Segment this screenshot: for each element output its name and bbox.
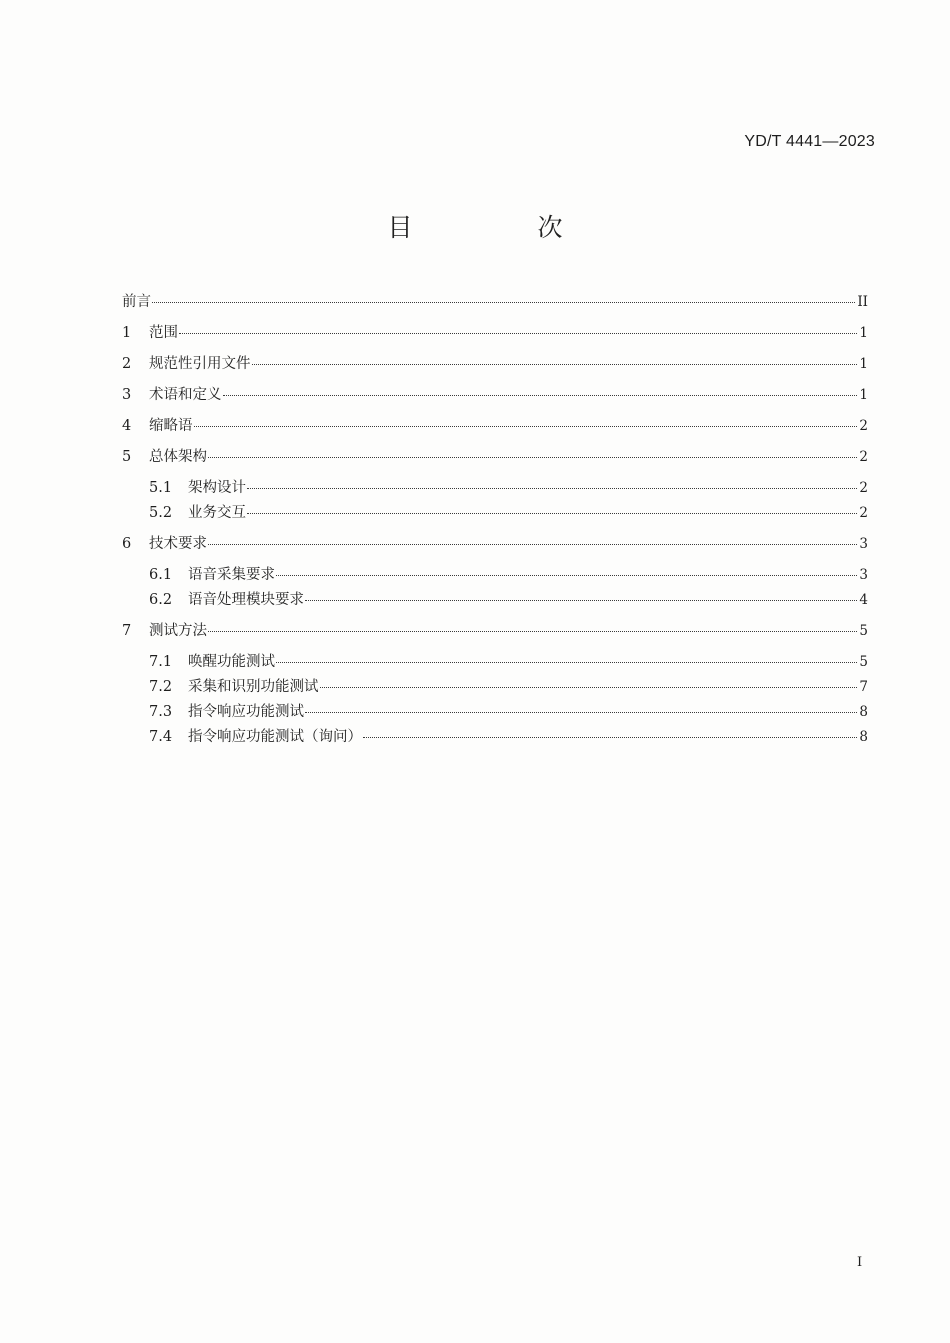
toc-entry-number: 7.2 — [149, 679, 173, 695]
page-number: I — [857, 1255, 863, 1270]
toc-entry-title: 语音处理模块要求 — [188, 592, 304, 608]
toc-entry[interactable] — [122, 619, 868, 640]
toc-entry-title: 前言 — [122, 294, 151, 310]
toc-entry-page: 4 — [859, 592, 868, 608]
standard-number: YD/T 4441—2023 — [744, 133, 875, 150]
toc-entry-title: 指令响应功能测试 — [188, 704, 304, 720]
toc-entry[interactable] — [122, 383, 868, 404]
dot-leader — [208, 630, 857, 632]
toc-entry-number: 5.2 — [149, 505, 173, 521]
dot-leader — [363, 736, 857, 738]
toc-subentry[interactable] — [149, 700, 868, 721]
dot-leader — [194, 425, 858, 427]
toc-subentry[interactable] — [149, 476, 868, 497]
toc-entry-page: 1 — [859, 325, 868, 341]
toc-entry-number: 3 — [122, 387, 132, 403]
toc-entry[interactable] — [122, 414, 868, 435]
dot-leader — [305, 599, 857, 601]
dot-leader — [208, 543, 857, 545]
toc-entry-page: 5 — [859, 654, 868, 670]
toc-subentry[interactable] — [149, 675, 868, 696]
toc-entry-page: 3 — [859, 536, 868, 552]
toc-entry-page: 2 — [859, 449, 868, 465]
dot-leader — [247, 512, 857, 514]
toc-entry-page: 3 — [859, 567, 868, 583]
dot-leader — [305, 711, 857, 713]
toc-entry-title: 采集和识别功能测试 — [188, 679, 319, 695]
toc-entry-title: 语音采集要求 — [188, 567, 275, 583]
dot-leader — [252, 363, 858, 365]
toc-subentry[interactable] — [149, 563, 868, 584]
toc-entry-title: 总体架构 — [149, 449, 207, 465]
dot-leader — [276, 574, 857, 576]
toc-entry-title: 指令响应功能测试（询问） — [188, 729, 362, 745]
toc-entry-page: 8 — [859, 729, 868, 745]
dot-leader — [208, 456, 857, 458]
toc-entry[interactable] — [122, 352, 868, 373]
toc-entry-page: 2 — [859, 505, 868, 521]
dot-leader — [152, 301, 855, 303]
toc-entry-page: 1 — [859, 356, 868, 372]
toc-entry-page: II — [857, 294, 868, 310]
dot-leader — [223, 394, 858, 396]
toc-entry-number: 2 — [122, 356, 132, 372]
toc-entry-page: 2 — [859, 418, 868, 434]
toc-entry-number: 4 — [122, 418, 132, 434]
toc-entry-page: 1 — [859, 387, 868, 403]
toc-entry-title: 测试方法 — [149, 623, 207, 639]
toc-entry-title: 范围 — [149, 325, 178, 341]
toc-entry-page: 7 — [859, 679, 868, 695]
toc-entry-title: 缩略语 — [149, 418, 193, 434]
toc-subentry[interactable] — [149, 725, 868, 746]
dot-leader — [179, 332, 857, 334]
toc-entry-number: 5.1 — [149, 480, 173, 496]
toc-entry-number: 6.1 — [149, 567, 173, 583]
toc-subentry[interactable] — [149, 501, 868, 522]
toc-entry-number: 1 — [122, 325, 132, 341]
toc-entry-page: 5 — [859, 623, 868, 639]
dot-leader — [276, 661, 857, 663]
toc-subentry[interactable] — [149, 650, 868, 671]
dot-leader — [247, 487, 857, 489]
toc-entry-number: 7.1 — [149, 654, 173, 670]
toc-entry-number: 5 — [122, 449, 132, 465]
toc-entry[interactable] — [122, 532, 868, 553]
toc-entry[interactable] — [122, 445, 868, 466]
dot-leader — [320, 686, 858, 688]
toc-entry-title: 技术要求 — [149, 536, 207, 552]
toc-entry-number: 7.4 — [149, 729, 173, 745]
toc-entry-title: 业务交互 — [188, 505, 246, 521]
toc-subentry[interactable] — [149, 588, 868, 609]
toc-entry-title: 唤醒功能测试 — [188, 654, 275, 670]
toc-entry-number: 6 — [122, 536, 132, 552]
toc-entry-number: 7.3 — [149, 704, 173, 720]
toc-entry-number: 7 — [122, 623, 132, 639]
toc-entry-number: 6.2 — [149, 592, 173, 608]
toc-title: 目 次 — [387, 213, 613, 242]
toc-entry-page: 8 — [859, 704, 868, 720]
toc-entry-foreword[interactable] — [122, 290, 868, 311]
toc-entry-title: 术语和定义 — [149, 387, 222, 403]
toc-entry-page: 2 — [859, 480, 868, 496]
toc-entry[interactable] — [122, 321, 868, 342]
toc-entry-title: 架构设计 — [188, 480, 246, 496]
toc-entry-title: 规范性引用文件 — [149, 356, 251, 372]
